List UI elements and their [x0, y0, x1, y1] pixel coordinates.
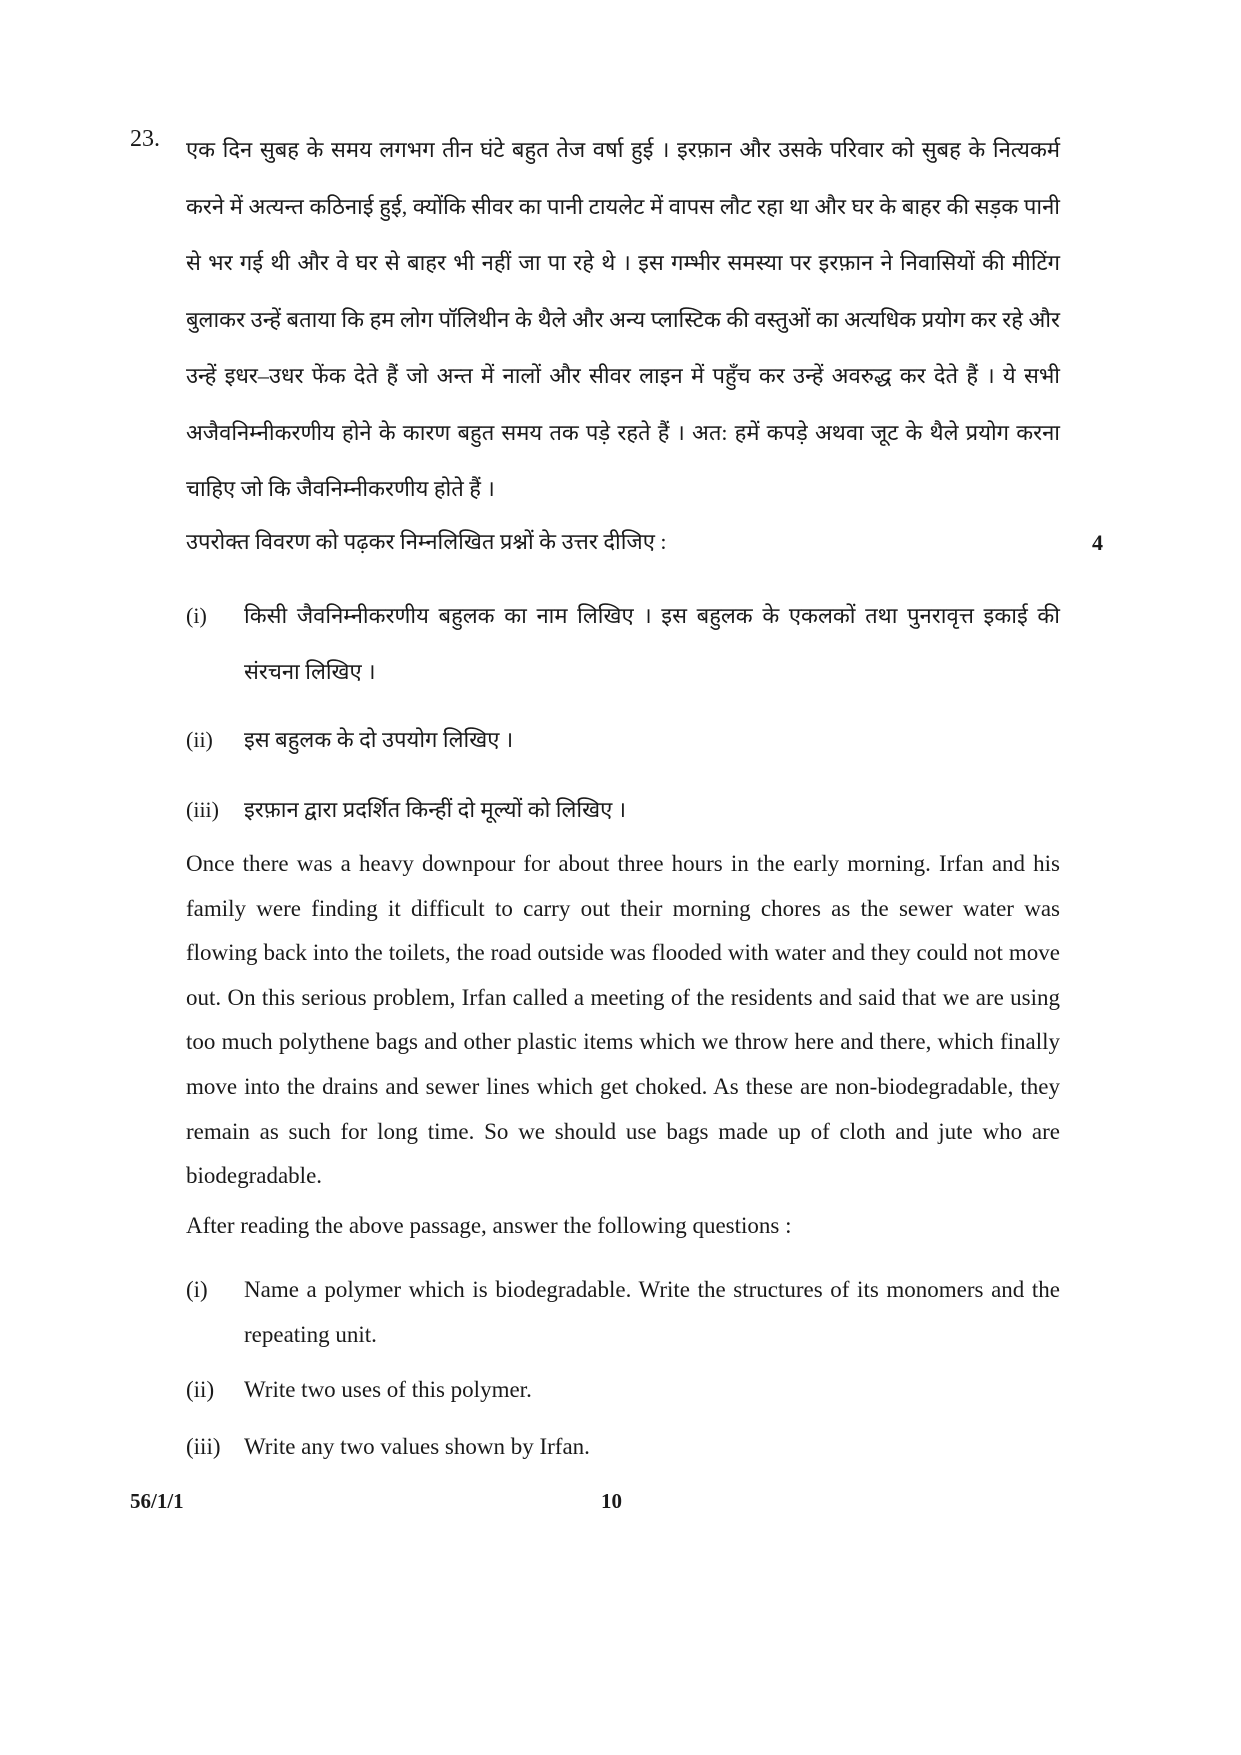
part-label: (ii) [186, 1377, 215, 1402]
english-passage: Once there was a heavy downpour for about three hours in the early morning. Irfan and his family were finding it difficult to carry out their morning chores as the sewer water was flowing back into the toilets, the road outside was flooded with water and they could not move out. On this serious problem, Irfan called a meeting of the residents and said that we are using too much polythene bags and other plastic items which we throw here and there, which finally move into the drains and sewer lines which get choked. As these are non-biodegradable, they remain as such for long time. So we should use bags made up of cloth and jute who are biodegradable. [186, 851, 1060, 1189]
hindi-passage: एक दिन सुबह के समय लगभग तीन घंटे बहुत तेज वर्षा हुई । इरफ़ान और उसके परिवार को सुबह के नित्यकर्म करने में अत्यन्त कठिनाई हुई, क्योंकि सीवर का पानी टायलेट में वापस लौट रहा था और घर के बाहर की सड़क पानी से भर गई थी और वे घर से बाहर भी नहीं जा पा रहे थे । इस गम्भीर समस्या पर इरफ़ान ने निवासियों की मीटिंग बुलाकर उन्हें बताया कि हम लोग पॉलिथीन के थैले और अन्य प्लास्टिक की वस्तुओं का अत्यधिक प्रयोग कर रहे और उन्हें इधर–उधर फेंक देते हैं जो अन्त में नालों और सीवर लाइन में पहुँच कर उन्हें अवरुद्ध कर देते हैं । ये सभी अजैवनिम्नीकरणीय होने के कारण बहुत समय तक पड़े रहते हैं । अत: हमें कपड़े अथवा जूट के थैले प्रयोग करना चाहिए जो कि जैवनिम्नीकरणीय होते हैं । [186, 137, 1060, 501]
part-label: (i) [186, 1277, 208, 1302]
part-text: किसी जैवनिम्नीकरणीय बहुलक का नाम लिखिए । इस बहुलक के एकलकों तथा पुनरावृत्त इकाई की संरचना लिखिए । [244, 603, 1060, 684]
part-text: Name a polymer which is biodegradable. Write the structures of its monomers and the repeating unit. [244, 1277, 1060, 1347]
english-instruction: After reading the above passage, answer the following questions : [186, 1213, 792, 1238]
part-label: (i) [186, 603, 207, 628]
part-text: Write two uses of this polymer. [244, 1377, 532, 1402]
page-number: 10 [601, 1489, 622, 1513]
part-label: (iii) [186, 797, 219, 822]
part-label: (iii) [186, 1434, 221, 1459]
part-text: इरफ़ान द्वारा प्रदर्शित किन्हीं दो मूल्यों को लिखिए । [244, 797, 627, 822]
paper-code: 56/1/1 [130, 1489, 184, 1513]
part-text: Write any two values shown by Irfan. [244, 1434, 590, 1459]
question-number: 23. [130, 126, 160, 152]
marks: 4 [1092, 530, 1103, 555]
part-text: इस बहुलक के दो उपयोग लिखिए । [244, 727, 514, 752]
hindi-instruction: उपरोक्त विवरण को पढ़कर निम्नलिखित प्रश्नों के उत्तर दीजिए : [186, 529, 667, 554]
hindi-part-i [186, 588, 1060, 688]
part-label: (ii) [186, 727, 213, 752]
